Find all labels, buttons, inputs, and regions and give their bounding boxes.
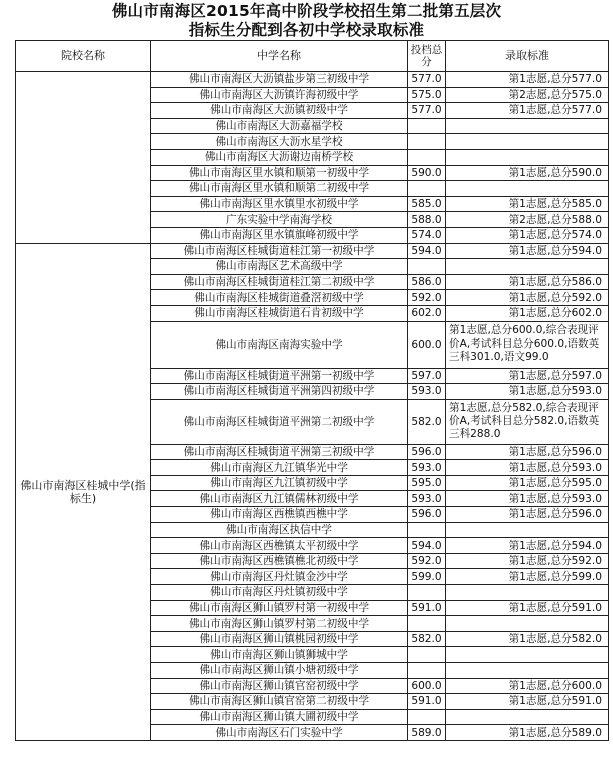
score-cell: 592.0 xyxy=(408,553,446,569)
middle-school-name: 佛山市南海区执信中学 xyxy=(151,522,408,538)
header-school: 院校名称 xyxy=(16,41,151,72)
middle-school-name: 佛山市南海区西樵镇太平初级中学 xyxy=(151,538,408,554)
header-middle-school: 中学名称 xyxy=(151,41,408,72)
criteria-cell xyxy=(446,259,609,275)
criteria-cell: 第1志愿,总分595.0 xyxy=(446,475,609,491)
criteria-cell: 第1志愿,总分593.0 xyxy=(446,491,609,507)
table-row xyxy=(16,243,609,259)
middle-school-name: 佛山市南海区桂城街道桂江第二初级中学 xyxy=(151,274,408,290)
criteria-cell: 第2志愿,总分575.0 xyxy=(446,87,609,103)
score-cell: 594.0 xyxy=(408,538,446,554)
middle-school-name: 佛山市南海区西樵镇樵北初级中学 xyxy=(151,553,408,569)
middle-school-name: 佛山市南海区桂城街道平洲第二初级中学 xyxy=(151,399,408,444)
score-cell: 591.0 xyxy=(408,600,446,616)
score-cell xyxy=(408,616,446,632)
criteria-cell: 第1志愿,总分577.0 xyxy=(446,103,609,119)
middle-school-name: 佛山市南海区狮山镇官窑第二初级中学 xyxy=(151,694,408,710)
criteria-cell: 第1志愿,总分596.0 xyxy=(446,507,609,523)
score-cell xyxy=(408,181,446,197)
middle-school-name: 佛山市南海区丹灶镇初级中学 xyxy=(151,585,408,601)
criteria-cell: 第1志愿,总分577.0 xyxy=(446,72,609,88)
middle-school-name: 佛山市南海区西樵镇西樵中学 xyxy=(151,507,408,523)
score-cell: 600.0 xyxy=(408,678,446,694)
score-cell: 592.0 xyxy=(408,290,446,306)
table-body xyxy=(16,72,609,741)
criteria-cell xyxy=(446,134,609,150)
score-cell: 596.0 xyxy=(408,444,446,460)
score-cell xyxy=(408,663,446,679)
document-title-line2: 指标生分配到各初中学校录取标准 xyxy=(188,21,425,39)
score-cell: 577.0 xyxy=(408,72,446,88)
header-score: 投档总分 xyxy=(408,41,446,72)
criteria-cell: 第1志愿,总分592.0 xyxy=(446,553,609,569)
score-cell: 591.0 xyxy=(408,694,446,710)
score-cell xyxy=(408,522,446,538)
middle-school-name: 佛山市南海区里水镇旗峰初级中学 xyxy=(151,227,408,243)
score-cell: 595.0 xyxy=(408,475,446,491)
criteria-cell: 第1志愿,总分593.0 xyxy=(446,384,609,400)
middle-school-name: 佛山市南海区狮山镇小塘初级中学 xyxy=(151,663,408,679)
criteria-cell: 第1志愿,总分593.0 xyxy=(446,460,609,476)
score-cell: 594.0 xyxy=(408,243,446,259)
middle-school-name: 佛山市南海区狮山镇桃园初级中学 xyxy=(151,631,408,647)
middle-school-name: 佛山市南海区狮山镇狮城中学 xyxy=(151,647,408,663)
criteria-cell: 第1志愿,总分600.0,综合表现评价A,考试科目总分600.0,语数英三科301.0,语文99.0 xyxy=(446,321,609,368)
criteria-cell: 第1志愿,总分599.0 xyxy=(446,569,609,585)
header-criteria: 录取标准 xyxy=(446,41,609,72)
middle-school-name: 佛山市南海区丹灶镇金沙中学 xyxy=(151,569,408,585)
score-cell: 588.0 xyxy=(408,212,446,228)
criteria-cell: 第1志愿,总分574.0 xyxy=(446,227,609,243)
middle-school-name: 佛山市南海区狮山镇罗村第二初级中学 xyxy=(151,616,408,632)
criteria-cell: 第1志愿,总分582.0 xyxy=(446,631,609,647)
score-cell xyxy=(408,118,446,134)
middle-school-name: 佛山市南海区大沥嘉福学校 xyxy=(151,118,408,134)
middle-school-name: 广东实验中学南海学校 xyxy=(151,212,408,228)
score-cell: 596.0 xyxy=(408,507,446,523)
score-cell: 599.0 xyxy=(408,569,446,585)
middle-school-name: 佛山市南海区里水镇和顺第二初级中学 xyxy=(151,181,408,197)
middle-school-name: 佛山市南海区艺术高级中学 xyxy=(151,259,408,275)
middle-school-name: 佛山市南海区大沥水星学校 xyxy=(151,134,408,150)
middle-school-name: 佛山市南海区狮山镇罗村第一初级中学 xyxy=(151,600,408,616)
score-cell: 593.0 xyxy=(408,460,446,476)
criteria-cell: 第1志愿,总分594.0 xyxy=(446,243,609,259)
middle-school-name: 佛山市南海区南海实验中学 xyxy=(151,321,408,368)
middle-school-name: 佛山市南海区大沥镇初级中学 xyxy=(151,103,408,119)
middle-school-name: 佛山市南海区桂城街道石肯初级中学 xyxy=(151,305,408,321)
criteria-cell: 第1志愿,总分585.0 xyxy=(446,196,609,212)
middle-school-name: 佛山市南海区桂城街道平洲第四初级中学 xyxy=(151,384,408,400)
criteria-cell: 第1志愿,总分582.0,综合表现评价A,考试科目总分582.0,语数英三科288.0 xyxy=(446,399,609,444)
middle-school-name: 佛山市南海区桂城街道桂江第一初级中学 xyxy=(151,243,408,259)
criteria-cell xyxy=(446,616,609,632)
admission-table xyxy=(15,40,609,741)
middle-school-name: 佛山市南海区桂城街道平洲第三初级中学 xyxy=(151,444,408,460)
score-cell: 582.0 xyxy=(408,631,446,647)
criteria-cell: 第1志愿,总分597.0 xyxy=(446,368,609,384)
score-cell: 574.0 xyxy=(408,227,446,243)
criteria-cell xyxy=(446,585,609,601)
score-cell xyxy=(408,709,446,725)
score-cell xyxy=(408,134,446,150)
score-cell: 593.0 xyxy=(408,384,446,400)
score-cell xyxy=(408,585,446,601)
middle-school-name: 佛山市南海区大沥镇盐步第三初级中学 xyxy=(151,72,408,88)
score-cell: 577.0 xyxy=(408,103,446,119)
score-cell: 600.0 xyxy=(408,321,446,368)
criteria-cell xyxy=(446,709,609,725)
middle-school-name: 佛山市南海区桂城街道叠滘初级中学 xyxy=(151,290,408,306)
middle-school-name: 佛山市南海区狮山镇大圃初级中学 xyxy=(151,709,408,725)
criteria-cell xyxy=(446,149,609,165)
score-cell: 575.0 xyxy=(408,87,446,103)
score-cell: 590.0 xyxy=(408,165,446,181)
criteria-cell: 第1志愿,总分596.0 xyxy=(446,444,609,460)
score-cell: 585.0 xyxy=(408,196,446,212)
criteria-cell xyxy=(446,647,609,663)
criteria-cell: 第1志愿,总分602.0 xyxy=(446,305,609,321)
criteria-cell: 第1志愿,总分600.0 xyxy=(446,678,609,694)
score-cell xyxy=(408,259,446,275)
middle-school-name: 佛山市南海区里水镇和顺第一初级中学 xyxy=(151,165,408,181)
score-cell: 582.0 xyxy=(408,399,446,444)
criteria-cell: 第1志愿,总分591.0 xyxy=(446,600,609,616)
criteria-cell xyxy=(446,118,609,134)
middle-school-name: 佛山市南海区九江镇儒林初级中学 xyxy=(151,491,408,507)
criteria-cell: 第2志愿,总分588.0 xyxy=(446,212,609,228)
middle-school-name: 佛山市南海区狮山镇官窑初级中学 xyxy=(151,678,408,694)
middle-school-name: 佛山市南海区九江镇华光中学 xyxy=(151,460,408,476)
score-cell: 586.0 xyxy=(408,274,446,290)
criteria-cell: 第1志愿,总分586.0 xyxy=(446,274,609,290)
middle-school-name: 佛山市南海区桂城街道平洲第一初级中学 xyxy=(151,368,408,384)
score-cell xyxy=(408,149,446,165)
middle-school-name: 佛山市南海区九江镇初级中学 xyxy=(151,475,408,491)
school-group-cell xyxy=(16,72,151,244)
table-row xyxy=(16,72,609,88)
criteria-cell: 第1志愿,总分591.0 xyxy=(446,694,609,710)
score-cell xyxy=(408,647,446,663)
middle-school-name: 佛山市南海区大沥谢边南桥学校 xyxy=(151,149,408,165)
score-cell: 593.0 xyxy=(408,491,446,507)
document-title-line1: 佛山市南海区2015年高中阶段学校招生第二批第五层次 xyxy=(111,2,502,20)
table-header-row xyxy=(16,41,609,72)
criteria-cell: 第1志愿,总分594.0 xyxy=(446,538,609,554)
middle-school-name: 佛山市南海区大沥镇许海初级中学 xyxy=(151,87,408,103)
criteria-cell: 第1志愿,总分589.0 xyxy=(446,725,609,741)
middle-school-name: 佛山市南海区里水镇里水初级中学 xyxy=(151,196,408,212)
criteria-cell: 第1志愿,总分592.0 xyxy=(446,290,609,306)
score-cell: 589.0 xyxy=(408,725,446,741)
criteria-cell xyxy=(446,663,609,679)
criteria-cell xyxy=(446,522,609,538)
middle-school-name: 佛山市南海区石门实验中学 xyxy=(151,725,408,741)
criteria-cell xyxy=(446,181,609,197)
score-cell: 602.0 xyxy=(408,305,446,321)
score-cell: 597.0 xyxy=(408,368,446,384)
criteria-cell: 第1志愿,总分590.0 xyxy=(446,165,609,181)
school-group-cell: 佛山市南海区桂城中学(指标生) xyxy=(16,243,151,740)
